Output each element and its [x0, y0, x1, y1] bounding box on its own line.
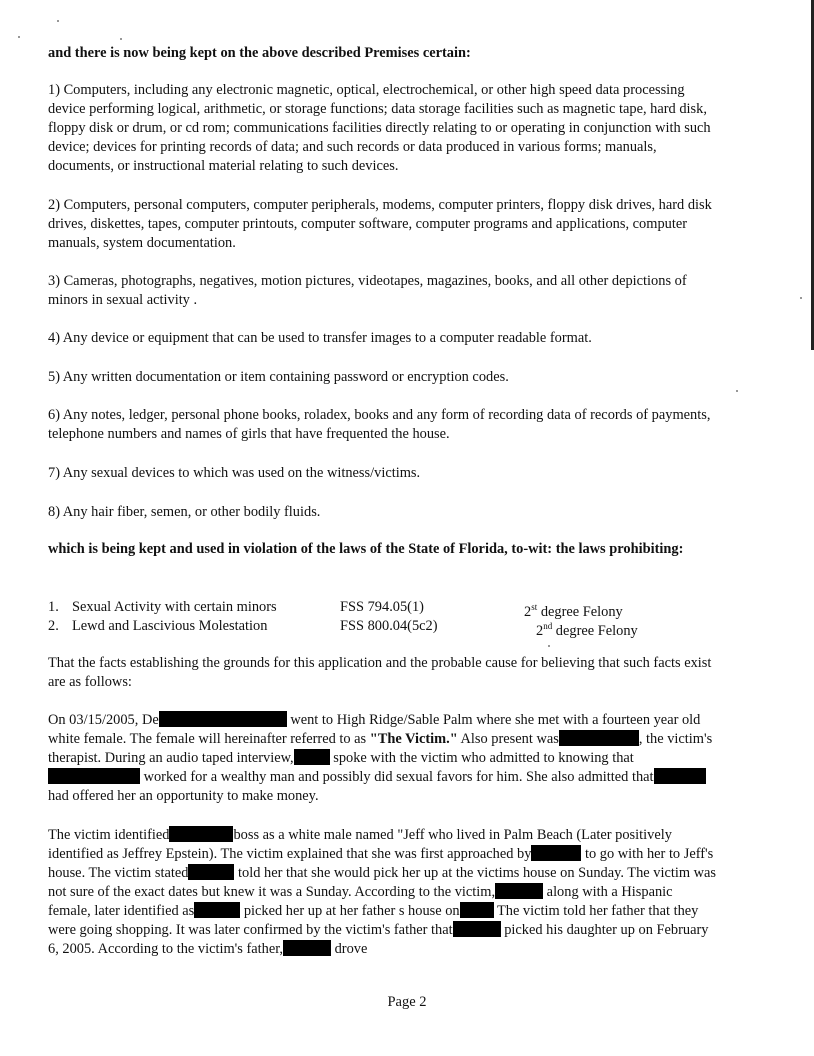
scan-speck: [120, 38, 122, 40]
page-number: Page 2: [387, 994, 427, 1010]
redaction-box: [294, 749, 330, 765]
redaction-box: [188, 864, 234, 880]
premises-heading: and there is now being kept on the above described Premises certain:: [48, 45, 471, 61]
redaction-box: [654, 768, 706, 784]
list-item: 3) Cameras, photographs, negatives, motion pictures, videotapes, magazines, books, and all other depictions of minors in sexual activity .: [48, 273, 687, 308]
facts-paragraph-1: On 03/15/2005, De went to High Ridge/Sable Palm where she met with a fourteen year old white female. The female will hereinafter referred to as "The Victim." Also present was , the victim's therapist. During an audio taped interview, spoke with the victim who admitted to knowing that worked for a wealthy man and possibly did sexual favors for him. She also admitted that had offered her an opportunity to make money.: [48, 712, 713, 804]
list-item: 5) Any written documentation or item containing password or encryption codes.: [48, 369, 509, 385]
redaction-box: [559, 730, 639, 746]
facts-paragraph-2: The victim identified boss as a white male named "Jeff who lived in Palm Beach (Later positively identified as Jeffrey Epstein). The victim explained that she was first approached by to go with her to Jeff's house. The victim stated told her that she would pick her up at the victims house on Sunday. The victim was not sure of the exact dates but knew it was a Sunday. According to the victim, along with a Hispanic female, later identified as picked her up at her father s house on The victim told her father that they were going shopping. It was later confirmed by the victim's father that picked his daughter up on February 6, 2005. According to the victim's father, drove: [48, 827, 717, 957]
redaction-box: [48, 768, 140, 784]
redaction-box: [453, 921, 501, 937]
scan-speck: [736, 390, 738, 392]
redaction-box: [159, 711, 287, 727]
redaction-box: [531, 845, 581, 861]
list-item: 6) Any notes, ledger, personal phone books, roladex, books and any form of recording data of records of payments, telephone numbers and names of girls that have frequented the house.: [48, 407, 711, 442]
redaction-box: [194, 902, 240, 918]
offense-degree: 2st degree Felony: [524, 602, 623, 620]
scan-speck: [800, 297, 802, 299]
list-item: 8) Any hair fiber, semen, or other bodily fluids.: [48, 504, 321, 520]
redaction-box: [495, 883, 543, 899]
facts-intro: That the facts establishing the grounds for this application and the probable cause for believing that such facts exist are as follows:: [48, 655, 712, 690]
list-item: 4) Any device or equipment that can be used to transfer images to a computer readable format.: [48, 330, 592, 346]
scan-speck: [18, 36, 20, 38]
scan-speck: [548, 645, 550, 647]
offense-degree: 2nd degree Felony: [536, 621, 638, 639]
offense-name: Sexual Activity with certain minors: [72, 599, 277, 615]
list-item: 1) Computers, including any electronic magnetic, optical, electrochemical, or other high speed data processing device performing logical, arithmetic, or storage functions; data storage facilities such as magnetic tape, hard disk, floppy disk or drum, or cd rom; communications facilities directly relating to or operating in conjunction with such device; devices for printing records of data; and such records or data produced in various forms; manuals, documents, or instructional material relating to such devices.: [48, 82, 711, 174]
offense-statute: FSS 800.04(5c2): [340, 618, 438, 634]
offense-number: 2.: [48, 618, 59, 634]
offense-statute: FSS 794.05(1): [340, 599, 424, 615]
offense-number: 1.: [48, 599, 59, 615]
list-item: 7) Any sexual devices to which was used on the witness/victims.: [48, 465, 421, 481]
list-item: 2) Computers, personal computers, computer peripherals, modems, computer printers, floppy disk drives, hard disk drives, diskettes, tapes, computer printouts, computer software, computer programs and applications, computer manuals, system documentation.: [48, 197, 712, 251]
redaction-box: [460, 902, 494, 918]
offense-name: Lewd and Lascivious Molestation: [72, 618, 268, 634]
violation-heading: which is being kept and used in violation of the laws of the State of Florida, to-wit: the laws prohibiting:: [48, 541, 684, 557]
scan-speck: [57, 20, 59, 22]
redaction-box: [283, 940, 331, 956]
redaction-box: [169, 826, 233, 842]
